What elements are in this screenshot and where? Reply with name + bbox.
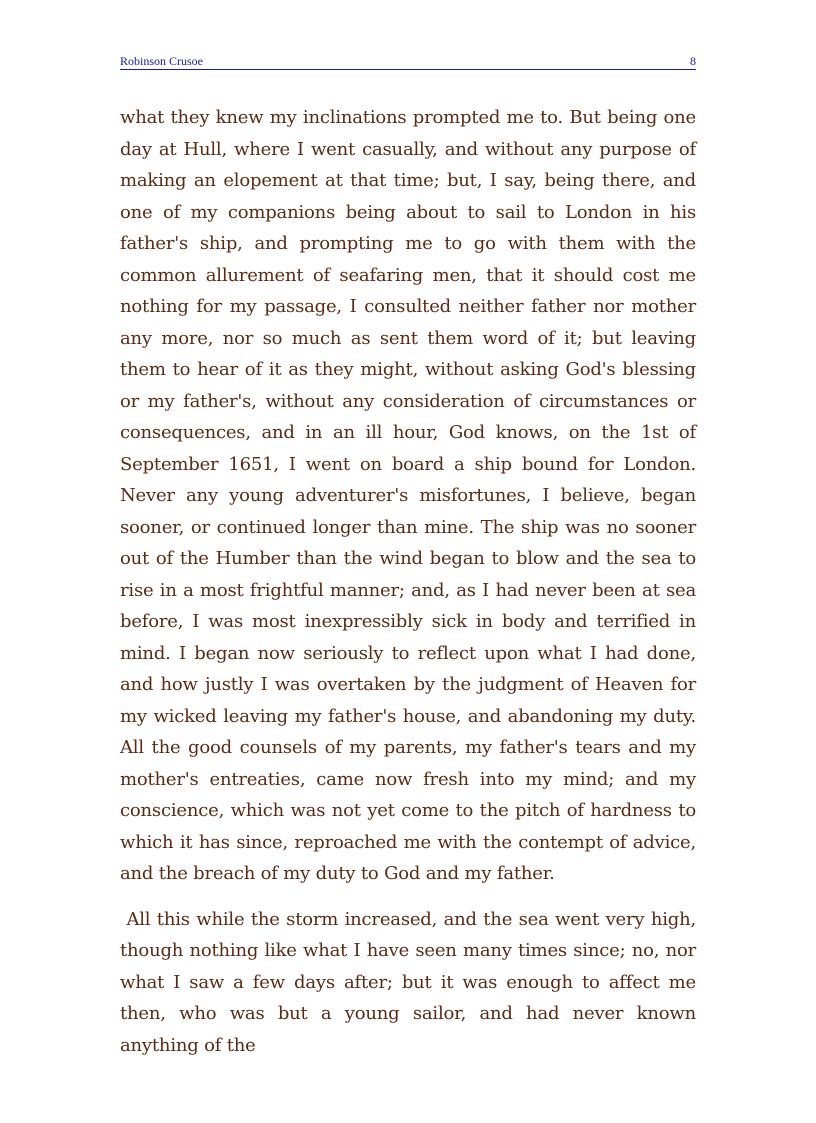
paragraph: All this while the storm increased, and the sea went very high, though nothing like what I have seen many times since; no, nor what I saw a few days after; but it was enough to affect me then, who was but a young sailor, and had never known anything of the (120, 908, 702, 1056)
page-number[interactable]: 8 (690, 54, 696, 68)
page-header (120, 53, 696, 70)
book-title-link[interactable]: Robinson Crusoe (120, 54, 204, 68)
paragraph: what they knew my inclinations prompted me to. But being one day at Hull, where I went casually, and without any purpose of making an elopement at that time; but, I say, being there, and one of my companions being about to sail to London in his father's ship, and prompting me to go with them with the common allurement of seafaring men, that it should cost me nothing for my passage, I consulted neither father nor mother any more, nor so much as sent them word of it; but leaving them to hear of it as they might, without asking God's blessing or my father's, without any consideration of circumstances or consequences, and in an ill hour, God knows, on the 1st of September 1651, I went on board a ship bound for London. Never any young adventurer's misfortunes, I believe, began sooner, or continued longer than mine. The ship was no sooner out of the Humber than the wind began to blow and the sea to rise in a most frightful manner; and, as I had never been at sea before, I was most inexpressibly sick in body and terrified in mind. I began now seriously to reflect upon what I had done, and how justly I was overtaken by the judgment of Heaven for my wicked leaving my father's house, and abandoning my duty. All the good counsels of my parents, my father's tears and my mother's entreaties, came now fresh into my mind; and my conscience, which was not yet come to the pitch of hardness to which it has since, reproached me with the contempt of advice, and the breach of my duty to God and my father. (120, 107, 696, 884)
body-text (120, 102, 702, 1061)
